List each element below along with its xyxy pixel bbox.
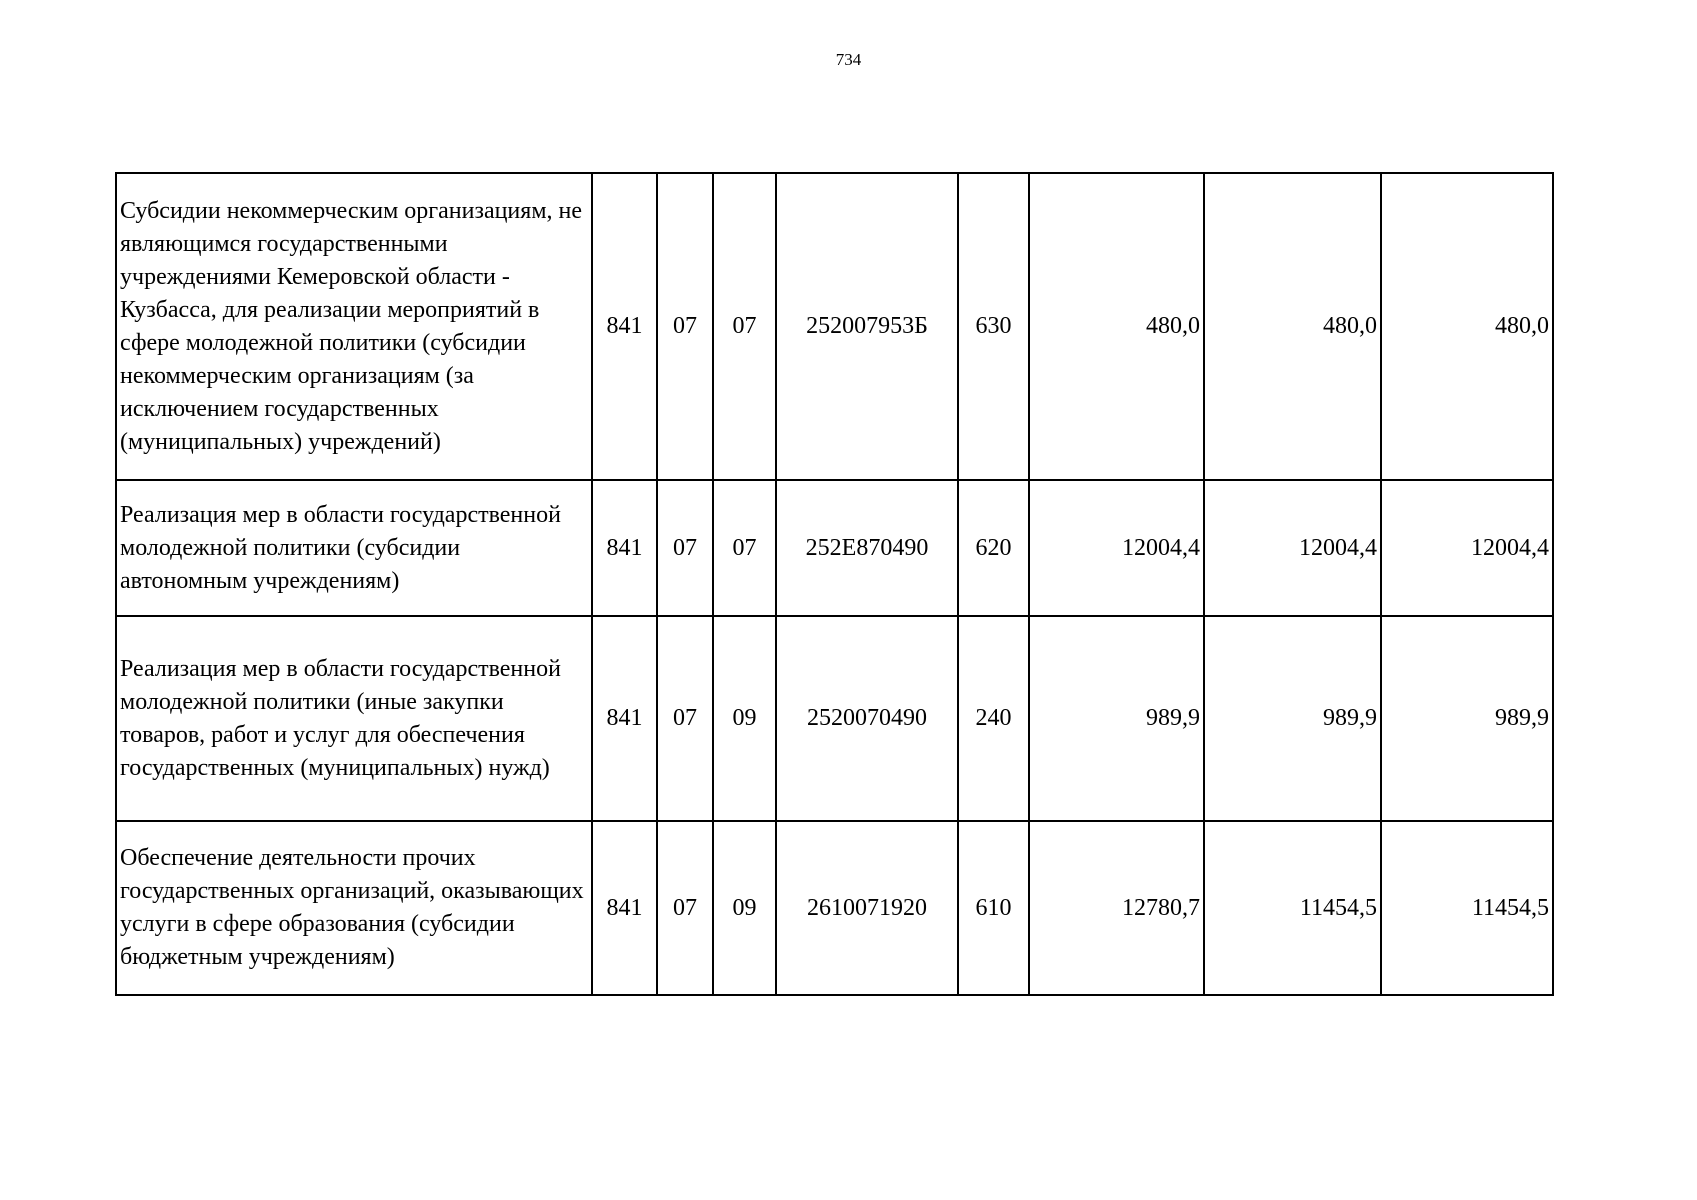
ministry-code: 841 — [592, 616, 657, 821]
section-code: 07 — [657, 616, 713, 821]
subsection-code: 07 — [713, 173, 776, 480]
table-row — [116, 480, 1553, 616]
expense-type-code: 620 — [958, 480, 1029, 616]
subsection-code: 09 — [713, 821, 776, 995]
expense-type-code: 240 — [958, 616, 1029, 821]
page-number: 734 — [835, 50, 862, 69]
row-description: Субсидии некоммерческим организациям, не являющимся государственными учреждениями Кемеровской области - Кузбасса, для реализации мероприятий в сфере молодежной политики (субсидии некоммерческим организациям (за исключением государственных (муниципальных) учреждений) — [116, 173, 592, 480]
section-code: 07 — [657, 173, 713, 480]
ministry-code: 841 — [592, 173, 657, 480]
section-code: 07 — [657, 821, 713, 995]
table-row — [116, 173, 1553, 480]
expense-type-code: 610 — [958, 821, 1029, 995]
target-article-code: 252E870490 — [776, 480, 958, 616]
amount-1: 12004,4 — [1029, 480, 1204, 616]
table-row — [116, 821, 1553, 995]
target-article-code: 2520070490 — [776, 616, 958, 821]
target-article-code: 2610071920 — [776, 821, 958, 995]
amount-1: 480,0 — [1029, 173, 1204, 480]
table-row — [116, 616, 1553, 821]
budget-table — [115, 172, 1554, 996]
amount-1: 989,9 — [1029, 616, 1204, 821]
ministry-code: 841 — [592, 821, 657, 995]
amount-3: 989,9 — [1381, 616, 1553, 821]
amount-2: 12004,4 — [1204, 480, 1381, 616]
target-article-code: 252007953Б — [776, 173, 958, 480]
subsection-code: 09 — [713, 616, 776, 821]
amount-3: 11454,5 — [1381, 821, 1553, 995]
row-description: Реализация мер в области государственной молодежной политики (иные закупки товаров, работ и услуг для обеспечения государственных (муниципальных) нужд) — [116, 616, 592, 821]
amount-2: 480,0 — [1204, 173, 1381, 480]
expense-type-code: 630 — [958, 173, 1029, 480]
amount-2: 11454,5 — [1204, 821, 1381, 995]
row-description: Реализация мер в области государственной молодежной политики (субсидии автономным учреждениям) — [116, 480, 592, 616]
amount-3: 12004,4 — [1381, 480, 1553, 616]
section-code: 07 — [657, 480, 713, 616]
amount-2: 989,9 — [1204, 616, 1381, 821]
subsection-code: 07 — [713, 480, 776, 616]
amount-3: 480,0 — [1381, 173, 1553, 480]
row-description: Обеспечение деятельности прочих государственных организаций, оказывающих услуги в сфере образования (субсидии бюджетным учреждениям) — [116, 821, 592, 995]
ministry-code: 841 — [592, 480, 657, 616]
amount-1: 12780,7 — [1029, 821, 1204, 995]
